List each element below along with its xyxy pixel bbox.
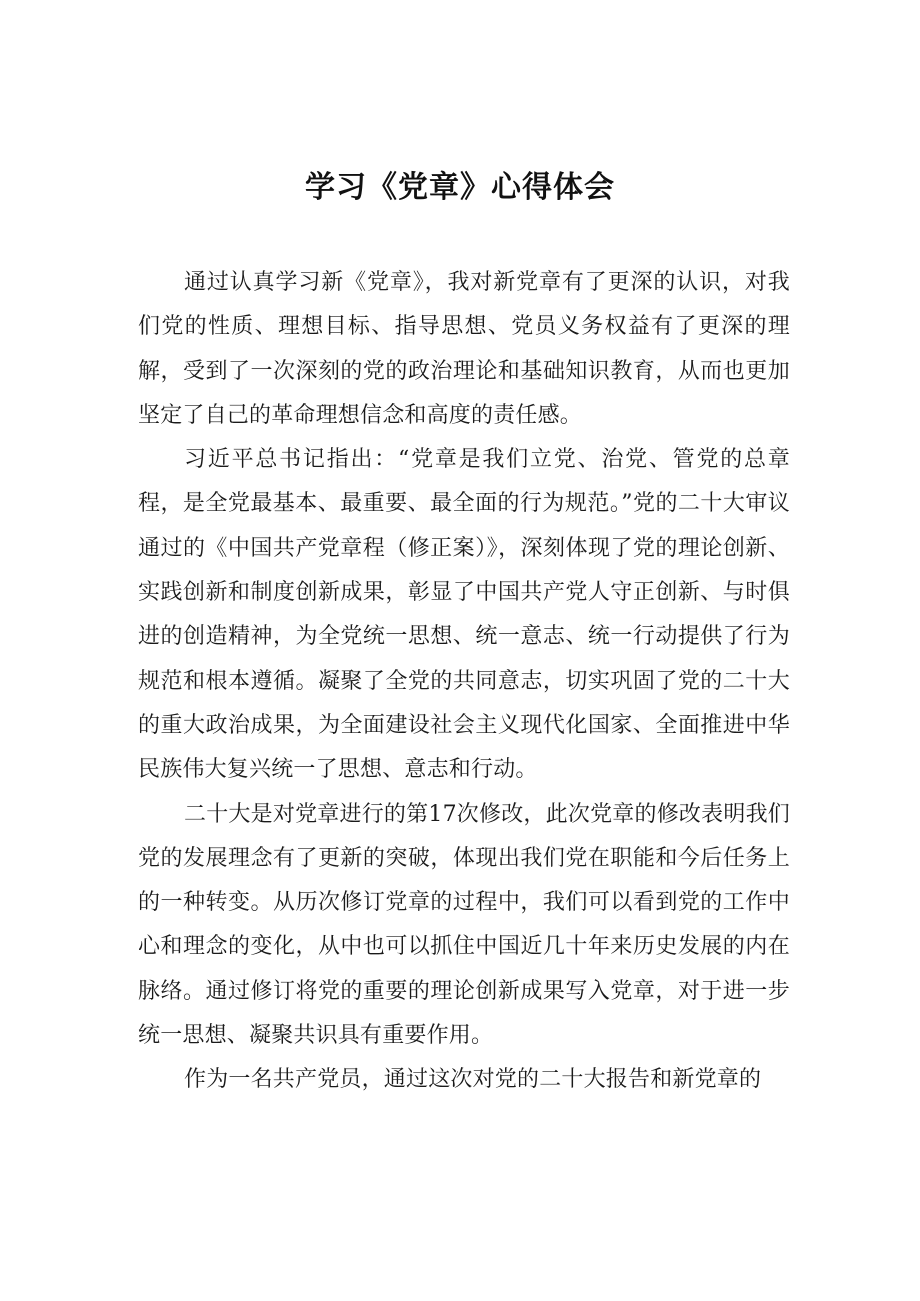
paragraph-3: 二十大是对党章进行的第17次修改，此次党章的修改表明我们党的发展理念有了更新的突破，体现出我们党在职能和今后任务上的一种转变。从历次修订党章的过程中，我们可以看到党的工作中心和理念的变化，从中也可以抓住中国近几十年来历史发展的内在脉络。通过修订将党的重要的理论创新成果写入党章，对于进一步统一思想、凝聚共识具有重要作用。 (138, 801, 790, 1049)
paragraph-2: 习近平总书记指出：“党章是我们立党、治党、管党的总章程，是全党最基本、最重要、最全面的行为规范。”党的二十大审议通过的《中国共产党章程（修正案）》，深刻体现了党的理论创新、实践创新和制度创新成果，彰显了中国共产党人守正创新、与时俱进的创造精神，为全党统一思想、统一意志、统一行动提供了行为规范和根本遵循。凝聚了全党的共同意志，切实巩固了党的二十大的重大政治成果，为全面建设社会主义现代化国家、全面推进中华民族伟大复兴统一了思想、意志和行动。 (138, 447, 790, 783)
document-title: 学习《党章》心得体会 (305, 170, 615, 205)
paragraph-1: 通过认真学习新《党章》，我对新党章有了更深的认识，对我们党的性质、理想目标、指导思想、党员义务权益有了更深的理解，受到了一次深刻的党的政治理论和基础知识教育，从而也更加坚定了自己的革命理想信念和高度的责任感。 (138, 270, 790, 428)
paragraph-4: 作为一名共产党员，通过这次对党的二十大报告和新党章的 (184, 1067, 762, 1093)
document-body (138, 261, 790, 1103)
